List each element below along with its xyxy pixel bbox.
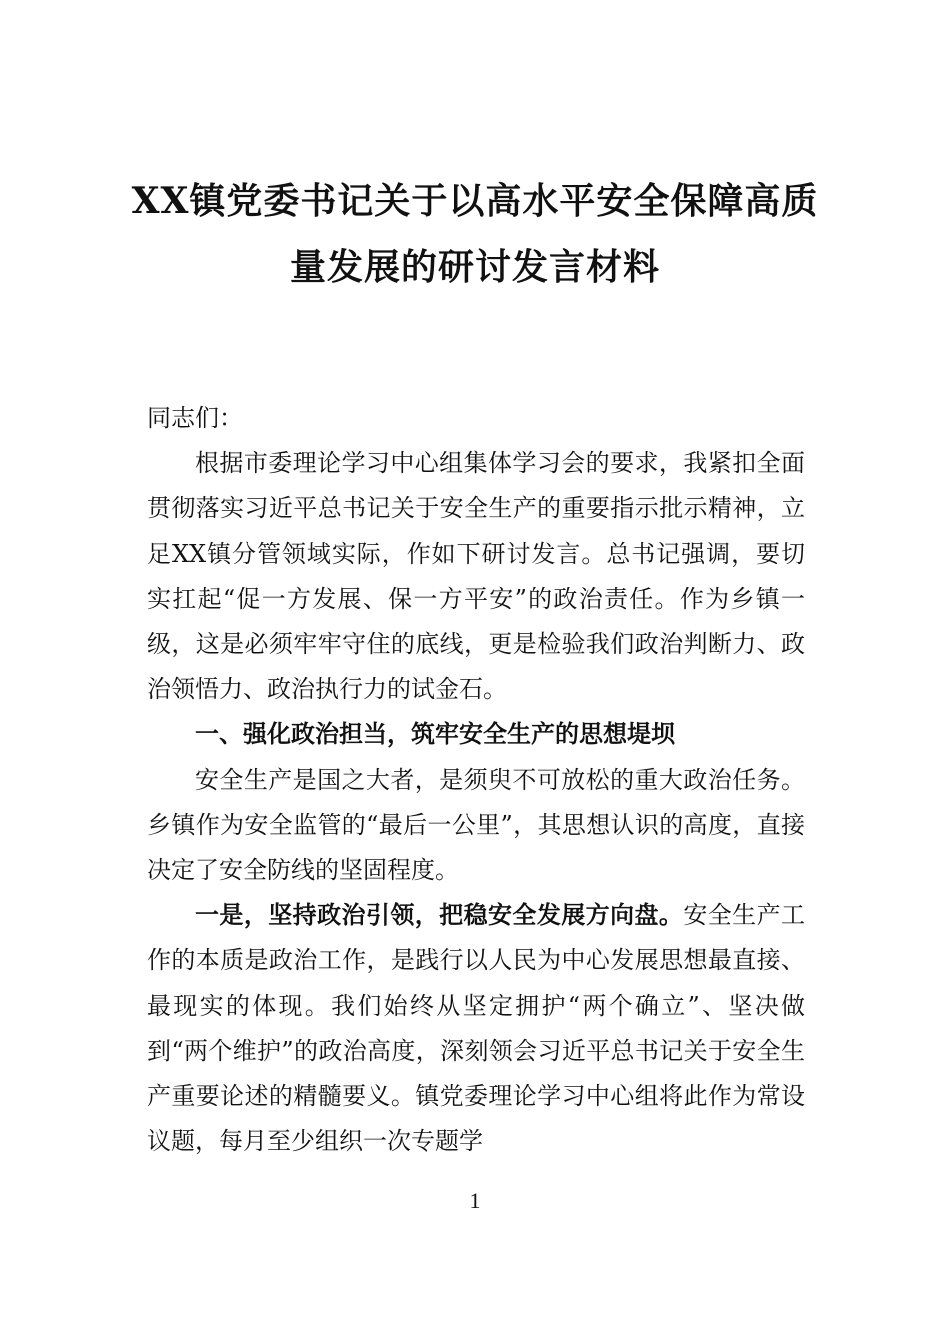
document-body <box>147 396 805 1164</box>
salutation: 同志们： <box>147 404 243 432</box>
section-1-intro-paragraph: 安全生产是国之大者，是须臾不可放松的重大政治任务。乡镇作为安全监管的“最后一公里”，其思想认识的高度，直接决定了安全防线的坚固程度。 <box>147 765 805 885</box>
title-line-2: 量发展的研讨发言材料 <box>289 246 660 288</box>
section-1-heading: 一、强化政治担当，筑牢安全生产的思想堤坝 <box>195 720 675 749</box>
point-1-lead: 一是，坚持政治引领，把稳安全发展方向盘。 <box>195 901 684 930</box>
title-line-1: XX镇党委书记关于以高水平安全保障高质 <box>131 180 819 222</box>
page-number: 1 <box>469 1188 481 1213</box>
document-title <box>120 168 830 300</box>
point-1-paragraph <box>147 893 805 1164</box>
intro-paragraph: 根据市委理论学习中心组集体学习会的要求，我紧扣全面贯彻落实习近平总书记关于安全生产的重要指示批示精神，立足XX镇分管领域实际，作如下研讨发言。总书记强调，要切实扛起“促一方发展、保一方平安”的政治责任。作为乡镇一级，这是必须牢牢守住的底线，更是检验我们政治判断力、政治领悟力、政治执行力的试金石。 <box>147 449 805 704</box>
point-1-text: 安全生产工作的本质是政治工作，是践行以人民为中心发展思想最直接、最现实的体现。我们始终从坚定拥护“两个确立”、坚决做到“两个维护”的政治高度，深刻领会习近平总书记关于安全生产重要论述的精髓要义。镇党委理论学习中心组将此作为常设议题，每月至少组织一次专题学 <box>147 901 806 1156</box>
